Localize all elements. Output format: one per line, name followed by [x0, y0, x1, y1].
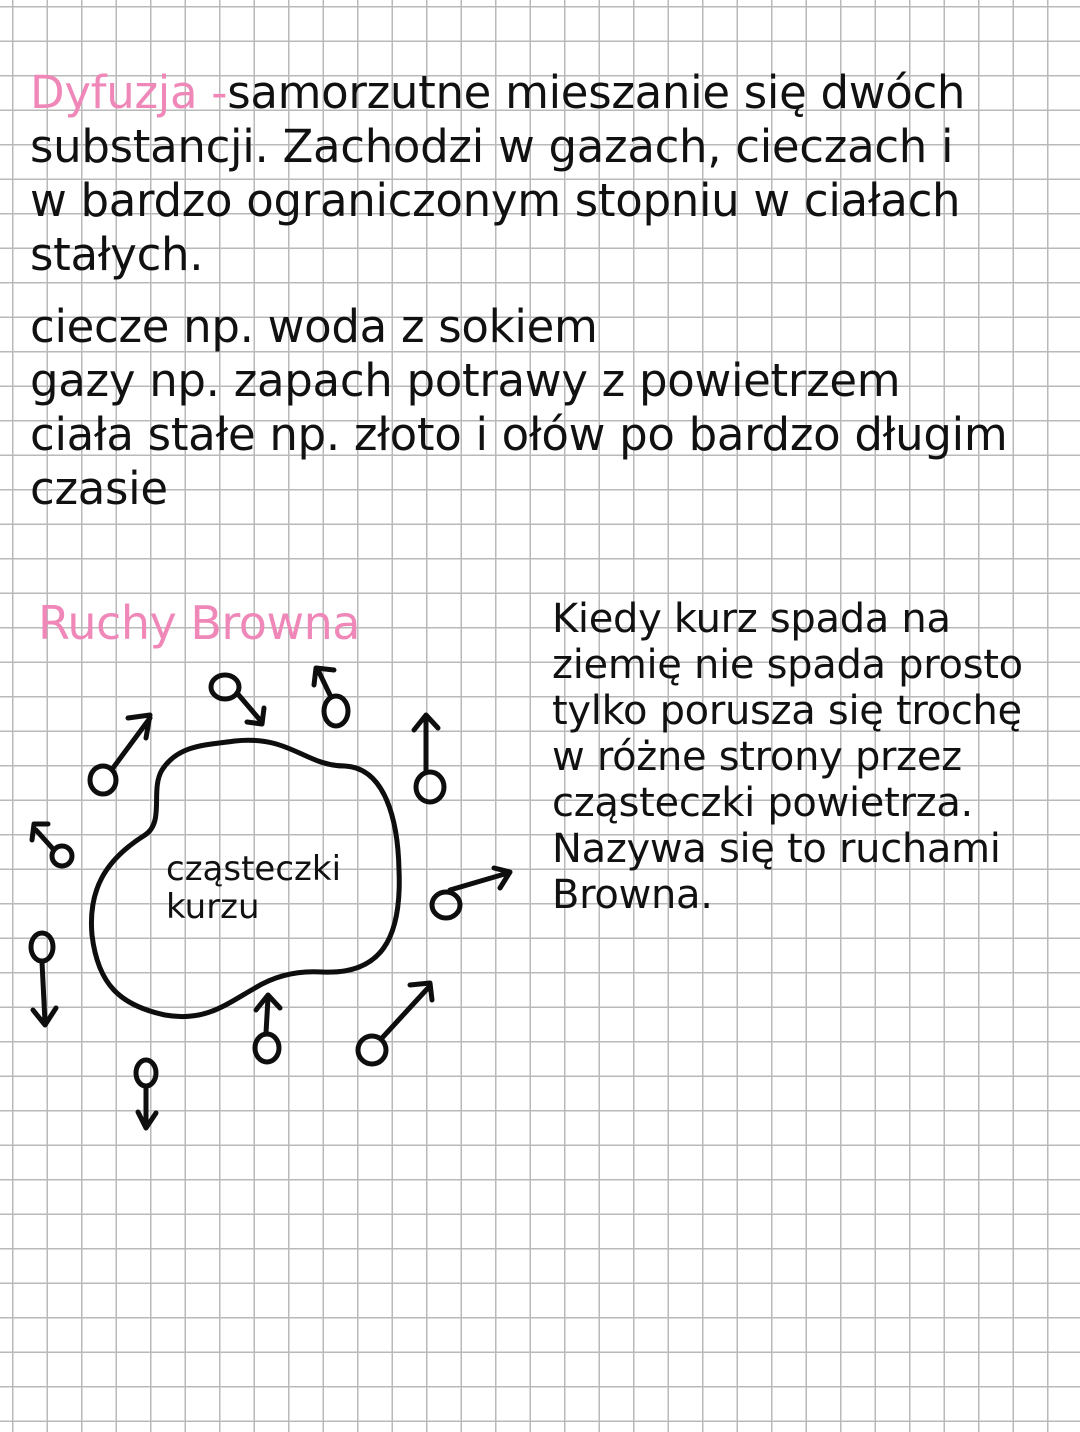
definition-line-1: samorzutne mieszanie się dwóch: [227, 66, 966, 119]
example-solids-continued: czasie: [30, 462, 168, 515]
air-molecule-7: [31, 933, 56, 1025]
dust-label-line-1: cząsteczki: [166, 849, 342, 889]
air-molecule-1: [90, 715, 150, 794]
brownian-line-4: w różne strony przez: [552, 734, 962, 780]
definition-line-3: w bardzo ograniczonym stopniu w ciałach: [30, 174, 961, 227]
air-molecule-8: [255, 995, 280, 1062]
examples-list: [30, 300, 1070, 516]
air-molecule-10: [136, 1060, 156, 1128]
example-solids: ciała stałe np. złoto i ołów po bardzo długim: [30, 408, 1008, 461]
definition-paragraph: [30, 66, 1060, 282]
example-gases: gazy np. zapach potrawy z powietrzem: [30, 354, 901, 407]
air-molecule-4: [414, 715, 444, 802]
air-molecule-6: [432, 868, 510, 918]
air-molecule-3: [314, 668, 348, 726]
definition-term: Dyfuzja -: [30, 66, 228, 119]
brownian-line-1: Kiedy kurz spada na: [552, 596, 951, 642]
air-molecule-9: [358, 983, 432, 1064]
dust-particles-label: [166, 850, 341, 926]
air-molecule-2: [211, 675, 264, 724]
brownian-line-6: Nazywa się to ruchami: [552, 826, 1001, 872]
definition-line-4: stałych.: [30, 228, 204, 281]
example-liquids: ciecze np. woda z sokiem: [30, 300, 598, 353]
brownian-line-3: tylko porusza się trochę: [552, 688, 1022, 734]
brownian-description: [552, 596, 1072, 918]
brownian-line-5: cząsteczki powietrza.: [552, 780, 973, 826]
brownian-line-2: ziemię nie spada prosto: [552, 642, 1023, 688]
dust-label-line-2: kurzu: [166, 887, 260, 927]
brownian-line-7: Browna.: [552, 872, 713, 918]
air-molecule-5: [32, 824, 72, 866]
definition-line-2: substancji. Zachodzi w gazach, cieczach i: [30, 120, 954, 173]
brownian-title: Ruchy Browna: [38, 596, 360, 650]
